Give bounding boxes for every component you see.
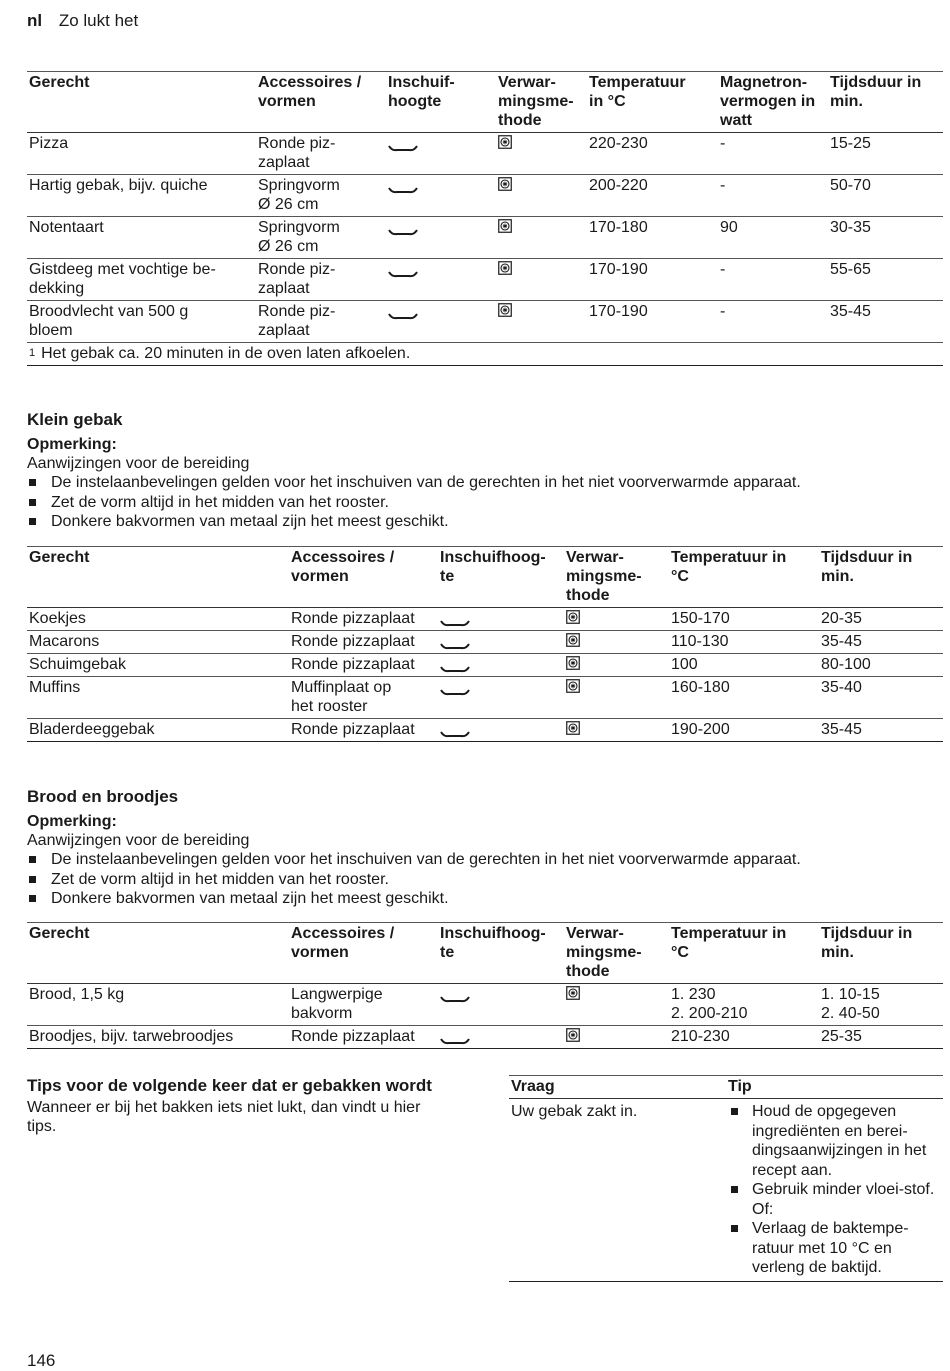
table-cell: Gistdeeg met vochtige be- dekking — [27, 259, 256, 301]
bullet-list — [27, 850, 943, 909]
shelf-level-icon — [386, 217, 496, 259]
table-cell: 170-180 — [587, 217, 718, 259]
list-item: Houd de opgegeven ingrediënten en berei-dingsaanwijzingen in het recept aan. — [728, 1102, 941, 1180]
bullet-list — [728, 1102, 941, 1278]
col-header: Accessoires / vormen — [289, 547, 438, 608]
table-cell: 150-170 — [669, 608, 819, 631]
table-row — [509, 1099, 943, 1282]
section-title: Klein gebak — [27, 410, 123, 429]
table-row — [27, 719, 943, 742]
table-cell: 190-200 — [669, 719, 819, 742]
table-cell: 110-130 — [669, 631, 819, 654]
chapter-title: Zo lukt het — [58, 11, 139, 30]
col-header: Inschuifhoog- te — [438, 923, 564, 984]
footnote-text: Het gebak ca. 20 minuten in de oven laten afkoelen. — [41, 345, 411, 362]
table-cell: 1. 10-15 2. 40-50 — [819, 984, 943, 1026]
table-cell: Bladerdeeggebak — [27, 719, 289, 742]
table-cell: Ronde pizzaplaat — [289, 1026, 438, 1049]
col-header: Verwar- mingsme- thode — [564, 923, 669, 984]
table-cell: 90 — [718, 217, 828, 259]
col-header: Gerecht — [27, 923, 289, 984]
table-row — [27, 217, 943, 259]
table-cell: Ronde piz- zaplaat — [256, 301, 386, 343]
tips-intro — [27, 1076, 447, 1136]
col-header: Verwar- mingsme- thode — [564, 547, 669, 608]
col-header: Tijdsduur in min. — [828, 72, 943, 133]
table-row — [27, 259, 943, 301]
table-cell: 1. 230 2. 200-210 — [669, 984, 819, 1026]
table-cell: Notentaart — [27, 217, 256, 259]
heating-method-icon — [564, 631, 669, 654]
shelf-level-icon — [438, 984, 564, 1026]
section-title: Tips voor de volgende keer dat er gebakken wordt — [27, 1076, 432, 1095]
table-cell: Ronde pizzaplaat — [289, 608, 438, 631]
table-row — [27, 301, 943, 343]
table-row — [27, 608, 943, 631]
table-cell: 35-40 — [819, 677, 943, 719]
table-cell: 200-220 — [587, 175, 718, 217]
col-header: Inschuifhoog- te — [438, 547, 564, 608]
note-label: Opmerking: — [27, 436, 117, 453]
table-klein-gebak — [27, 546, 943, 742]
shelf-level-icon — [386, 133, 496, 175]
table-cell: Ronde piz- zaplaat — [256, 259, 386, 301]
shelf-level-icon — [386, 301, 496, 343]
shelf-level-icon — [438, 654, 564, 677]
table-row — [27, 654, 943, 677]
tip-question: Uw gebak zakt in. — [509, 1099, 726, 1282]
note-label: Opmerking: — [27, 813, 117, 830]
heating-method-icon — [564, 719, 669, 742]
table-header-row — [27, 547, 943, 608]
section-brood — [27, 787, 943, 909]
table-cell: 210-230 — [669, 1026, 819, 1049]
table-cell: 20-35 — [819, 608, 943, 631]
col-header: Vraag — [509, 1076, 726, 1099]
footnote-mark: 1 — [29, 347, 36, 359]
table-footnote-row — [27, 343, 943, 366]
shelf-level-icon — [438, 1026, 564, 1049]
table-cell: 30-35 — [828, 217, 943, 259]
list-item: Donkere bakvormen van metaal zijn het meest geschikt. — [27, 889, 943, 909]
table-cell: - — [718, 259, 828, 301]
list-item: Donkere bakvormen van metaal zijn het meest geschikt. — [27, 512, 943, 532]
language-code: nl — [27, 11, 43, 30]
heating-method-icon — [564, 1026, 669, 1049]
table-cell: Ronde pizzaplaat — [289, 631, 438, 654]
col-header: Accessoires / vormen — [256, 72, 386, 133]
list-item: De instelaanbevelingen gelden voor het inschuiven van de gerechten in het niet voorverwarmde apparaat. — [27, 473, 943, 493]
table-cell: - — [718, 175, 828, 217]
table-cell: Ronde pizzaplaat — [289, 654, 438, 677]
table-cell: Muffins — [27, 677, 289, 719]
table-cell: 220-230 — [587, 133, 718, 175]
note-text: Aanwijzingen voor de bereiding — [27, 832, 250, 849]
bullet-list — [27, 473, 943, 532]
table-cell: 160-180 — [669, 677, 819, 719]
section-title: Brood en broodjes — [27, 787, 179, 806]
table-cell: Broodvlecht van 500 g bloem — [27, 301, 256, 343]
heating-method-icon — [496, 175, 587, 217]
table-cell: Ronde piz- zaplaat — [256, 133, 386, 175]
table-cell: - — [718, 301, 828, 343]
col-header: Gerecht — [27, 547, 289, 608]
tips-intro-text: Wanneer er bij het bakken iets niet lukt, dan vindt u hier tips. — [27, 1099, 421, 1135]
table-cell: Brood, 1,5 kg — [27, 984, 289, 1026]
shelf-level-icon — [438, 608, 564, 631]
shelf-level-icon — [438, 631, 564, 654]
table-cell: Hartig gebak, bijv. quiche — [27, 175, 256, 217]
table-cell: Springvorm Ø 26 cm — [256, 217, 386, 259]
tips-table — [509, 1075, 943, 1282]
table-cell: 170-190 — [587, 301, 718, 343]
table-cell: 50-70 — [828, 175, 943, 217]
table-cell: Macarons — [27, 631, 289, 654]
table-cell: Broodjes, bijv. tarwebroodjes — [27, 1026, 289, 1049]
col-header: Temperatuur in °C — [669, 923, 819, 984]
list-item: Gebruik minder vloei-stof. Of: — [728, 1180, 941, 1219]
table-cell: - — [718, 133, 828, 175]
heating-method-icon — [564, 608, 669, 631]
list-item: Zet de vorm altijd in het midden van het rooster. — [27, 493, 943, 513]
heating-method-icon — [496, 133, 587, 175]
heating-method-icon — [564, 984, 669, 1026]
col-header: Tip — [726, 1076, 943, 1099]
table-cell: Muffinplaat op het rooster — [289, 677, 438, 719]
col-header: Inschuif- hoogte — [386, 72, 496, 133]
table-cell: 80-100 — [819, 654, 943, 677]
table-brood — [27, 922, 943, 1049]
table-cell: Pizza — [27, 133, 256, 175]
col-header: Accessoires / vormen — [289, 923, 438, 984]
tip-answer — [726, 1099, 943, 1282]
table-cell: Koekjes — [27, 608, 289, 631]
table-header-row — [27, 72, 943, 133]
list-item: De instelaanbevelingen gelden voor het inschuiven van de gerechten in het niet voorverwarmde apparaat. — [27, 850, 943, 870]
note-text: Aanwijzingen voor de bereiding — [27, 455, 250, 472]
table-cell: Springvorm Ø 26 cm — [256, 175, 386, 217]
table-cell: 35-45 — [828, 301, 943, 343]
shelf-level-icon — [386, 175, 496, 217]
col-header: Magnetron- vermogen in watt — [718, 72, 828, 133]
table-header-row — [509, 1076, 943, 1099]
table-row — [27, 175, 943, 217]
heating-method-icon — [564, 677, 669, 719]
table-cell: 25-35 — [819, 1026, 943, 1049]
heating-method-icon — [496, 301, 587, 343]
heating-method-icon — [564, 654, 669, 677]
table-row — [27, 1026, 943, 1049]
col-header: Tijdsduur in min. — [819, 547, 943, 608]
list-item: Zet de vorm altijd in het midden van het rooster. — [27, 870, 943, 890]
table-cell: 35-45 — [819, 719, 943, 742]
heating-method-icon — [496, 217, 587, 259]
list-item: Verlaag de baktempe-ratuur met 10 °C en verleng de baktijd. — [728, 1219, 941, 1278]
section-klein-gebak — [27, 410, 943, 532]
col-header: Tijdsduur in min. — [819, 923, 943, 984]
table-baking-dishes — [27, 71, 943, 366]
page-header — [27, 11, 138, 31]
shelf-level-icon — [438, 677, 564, 719]
shelf-level-icon — [438, 719, 564, 742]
table-row — [27, 631, 943, 654]
table-cell: 100 — [669, 654, 819, 677]
table-row — [27, 133, 943, 175]
col-header: Temperatuur in °C — [669, 547, 819, 608]
col-header: Verwar- mingsme- thode — [496, 72, 587, 133]
table-header-row — [27, 923, 943, 984]
table-cell: 35-45 — [819, 631, 943, 654]
heating-method-icon — [496, 259, 587, 301]
table-cell: Schuimgebak — [27, 654, 289, 677]
shelf-level-icon — [386, 259, 496, 301]
footnote — [27, 343, 943, 366]
col-header: Gerecht — [27, 72, 256, 133]
col-header: Temperatuur in °C — [587, 72, 718, 133]
table-cell: 170-190 — [587, 259, 718, 301]
table-cell: Langwerpige bakvorm — [289, 984, 438, 1026]
table-cell: 55-65 — [828, 259, 943, 301]
table-cell: 15-25 — [828, 133, 943, 175]
table-row — [27, 984, 943, 1026]
table-row — [27, 677, 943, 719]
table-cell: Ronde pizzaplaat — [289, 719, 438, 742]
page-number: 146 — [27, 1351, 56, 1370]
